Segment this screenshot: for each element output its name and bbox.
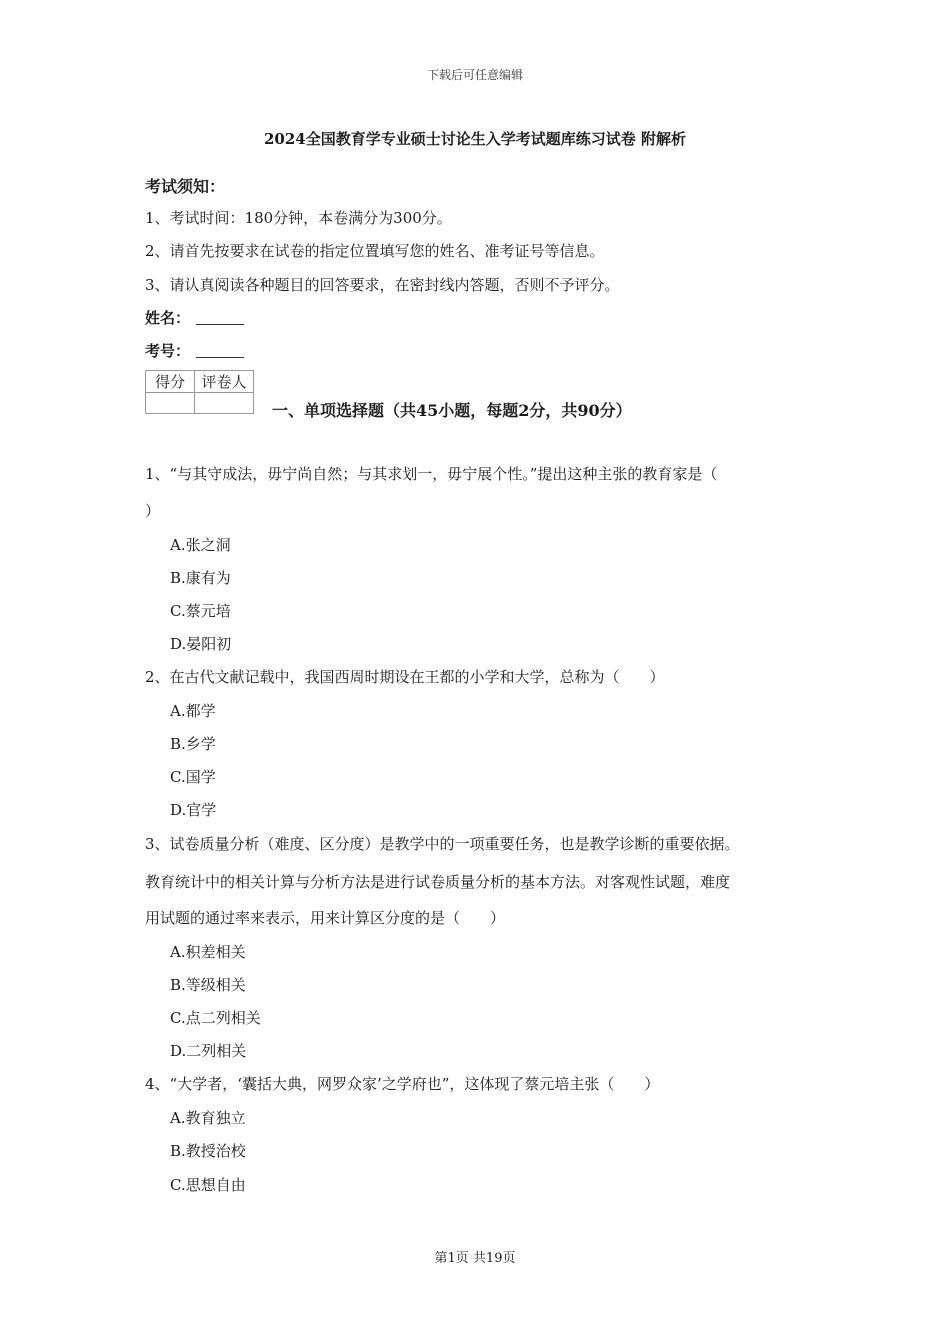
score-header: 得分 — [146, 371, 195, 393]
question-1-text: 1、“与其守成法，毋宁尚自然；与其求划一，毋宁展个性。”提出这种主张的教育家是（ — [145, 465, 718, 483]
section-title: 一、单项选择题（共45小题，每题2分，共90分） — [272, 401, 632, 420]
question-3-text-cont: 教育统计中的相关计算与分析方法是进行试卷质量分析的基本方法。对客观性试题，难度 — [145, 873, 731, 891]
option: A.积差相关 — [170, 943, 246, 961]
option: A.都学 — [170, 702, 216, 720]
notice-item: 3、请认真阅读各种题目的回答要求，在密封线内答题，否则不予评分。 — [145, 276, 620, 294]
name-label: 姓名： — [145, 309, 191, 327]
document-title: 2024全国教育学专业硕士讨论生入学考试题库练习试卷 附解析 — [264, 130, 686, 148]
notice-item: 1、考试时间：180分钟，本卷满分为300分。 — [145, 209, 452, 227]
question-2-text: 2、在古代文献记载中，我国西周时期设在王都的小学和大学，总称为（ ） — [145, 668, 665, 686]
score-table — [145, 370, 254, 414]
option: D.二列相关 — [170, 1042, 247, 1060]
name-blank[interactable] — [196, 310, 244, 325]
id-blank[interactable] — [196, 343, 244, 358]
header-note: 下载后可任意编辑 — [426, 68, 523, 82]
name-field — [145, 307, 244, 328]
option: C.点二列相关 — [170, 1009, 261, 1027]
option: C.国学 — [170, 768, 216, 786]
option: B.等级相关 — [170, 976, 246, 994]
id-field — [145, 340, 244, 361]
option: C.思想自由 — [170, 1176, 246, 1194]
option: B.乡学 — [170, 735, 216, 753]
question-3-text: 3、试卷质量分析（难度、区分度）是教学中的一项重要任务，也是教学诊断的重要依据。 — [145, 835, 740, 853]
notice-item: 2、请首先按要求在试卷的指定位置填写您的姓名、准考证号等信息。 — [145, 242, 605, 260]
option: D.官学 — [170, 801, 217, 819]
option: C.蔡元培 — [170, 602, 231, 620]
option: A.教育独立 — [170, 1109, 246, 1127]
question-1-text-cont: ） — [145, 502, 161, 520]
option: A.张之洞 — [170, 536, 231, 554]
option: D.晏阳初 — [170, 635, 232, 653]
question-4-text: 4、“大学者，‘囊括大典，网罗众家’之学府也”，这体现了蔡元培主张（ ） — [145, 1075, 660, 1093]
id-label: 考号： — [145, 342, 191, 360]
notice-heading: 考试须知： — [145, 177, 226, 196]
option: B.教授治校 — [170, 1142, 246, 1160]
grader-header: 评卷人 — [195, 371, 254, 393]
question-3-text-cont: 用试题的通过率来表示，用来计算区分度的是（ ） — [145, 909, 506, 927]
grader-cell[interactable] — [195, 393, 254, 414]
option: B.康有为 — [170, 569, 231, 587]
page-footer: 第1页 共19页 — [434, 1251, 516, 1266]
score-cell[interactable] — [146, 393, 195, 414]
